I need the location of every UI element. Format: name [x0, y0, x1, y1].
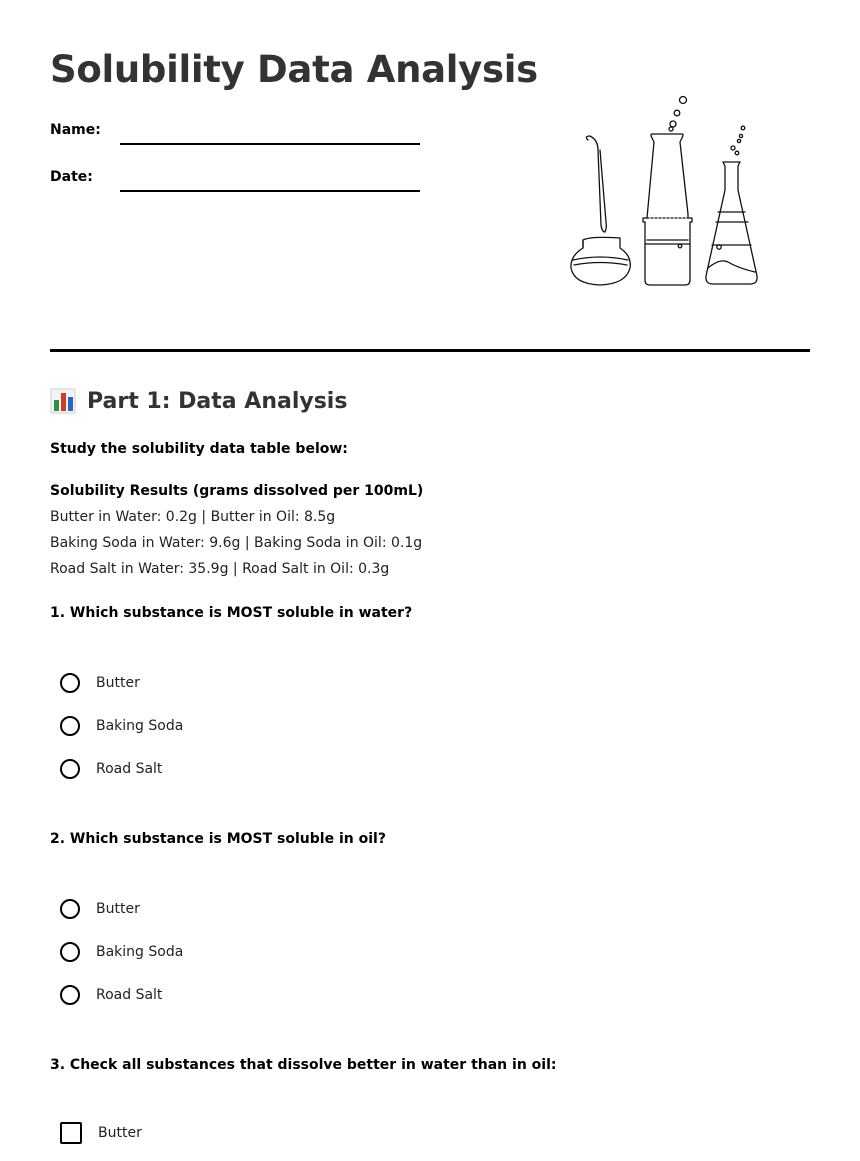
- q1-option-butter[interactable]: [60, 671, 140, 695]
- option-label: Road Salt: [96, 987, 163, 1003]
- section-divider: [50, 349, 810, 352]
- instruction-text: Study the solubility data table below:: [50, 441, 348, 457]
- option-label: Baking Soda: [96, 718, 184, 734]
- radio-button[interactable]: [60, 673, 80, 693]
- q2-option-butter[interactable]: [60, 897, 140, 921]
- radio-button[interactable]: [60, 759, 80, 779]
- results-line-butter: Butter in Water: 0.2g | Butter in Oil: 8.5g: [50, 509, 336, 525]
- q1-option-baking-soda[interactable]: [60, 714, 183, 738]
- lab-glassware-icon: [560, 90, 770, 295]
- section-heading-text: Part 1: Data Analysis: [87, 388, 348, 414]
- section-heading-part1: [50, 388, 347, 414]
- question-2: 2. Which substance is MOST soluble in oil?: [50, 831, 386, 847]
- option-label: Butter: [98, 1125, 142, 1141]
- question-3: 3. Check all substances that dissolve better in water than in oil:: [50, 1057, 557, 1073]
- results-title: Solubility Results (grams dissolved per 100mL): [50, 483, 424, 499]
- date-field[interactable]: [120, 190, 420, 192]
- option-label: Road Salt: [96, 761, 163, 777]
- checkbox[interactable]: [60, 1122, 82, 1144]
- option-label: Butter: [96, 675, 140, 691]
- q2-option-baking-soda[interactable]: [60, 940, 183, 964]
- option-label: Butter: [96, 901, 140, 917]
- radio-button[interactable]: [60, 942, 80, 962]
- page-title: Solubility Data Analysis: [50, 48, 538, 91]
- q3-option-butter[interactable]: [60, 1121, 142, 1145]
- question-1: 1. Which substance is MOST soluble in water?: [50, 605, 413, 621]
- bar-chart-icon: [50, 388, 76, 414]
- name-field[interactable]: [120, 143, 420, 145]
- name-label: Name:: [50, 122, 101, 138]
- date-label: Date:: [50, 169, 93, 185]
- results-line-baking-soda: Baking Soda in Water: 9.6g | Baking Soda in Oil: 0.1g: [50, 535, 423, 551]
- q1-option-road-salt[interactable]: [60, 757, 162, 781]
- radio-button[interactable]: [60, 716, 80, 736]
- radio-button[interactable]: [60, 899, 80, 919]
- radio-button[interactable]: [60, 985, 80, 1005]
- results-line-road-salt: Road Salt in Water: 35.9g | Road Salt in Oil: 0.3g: [50, 561, 390, 577]
- q2-option-road-salt[interactable]: [60, 983, 162, 1007]
- option-label: Baking Soda: [96, 944, 184, 960]
